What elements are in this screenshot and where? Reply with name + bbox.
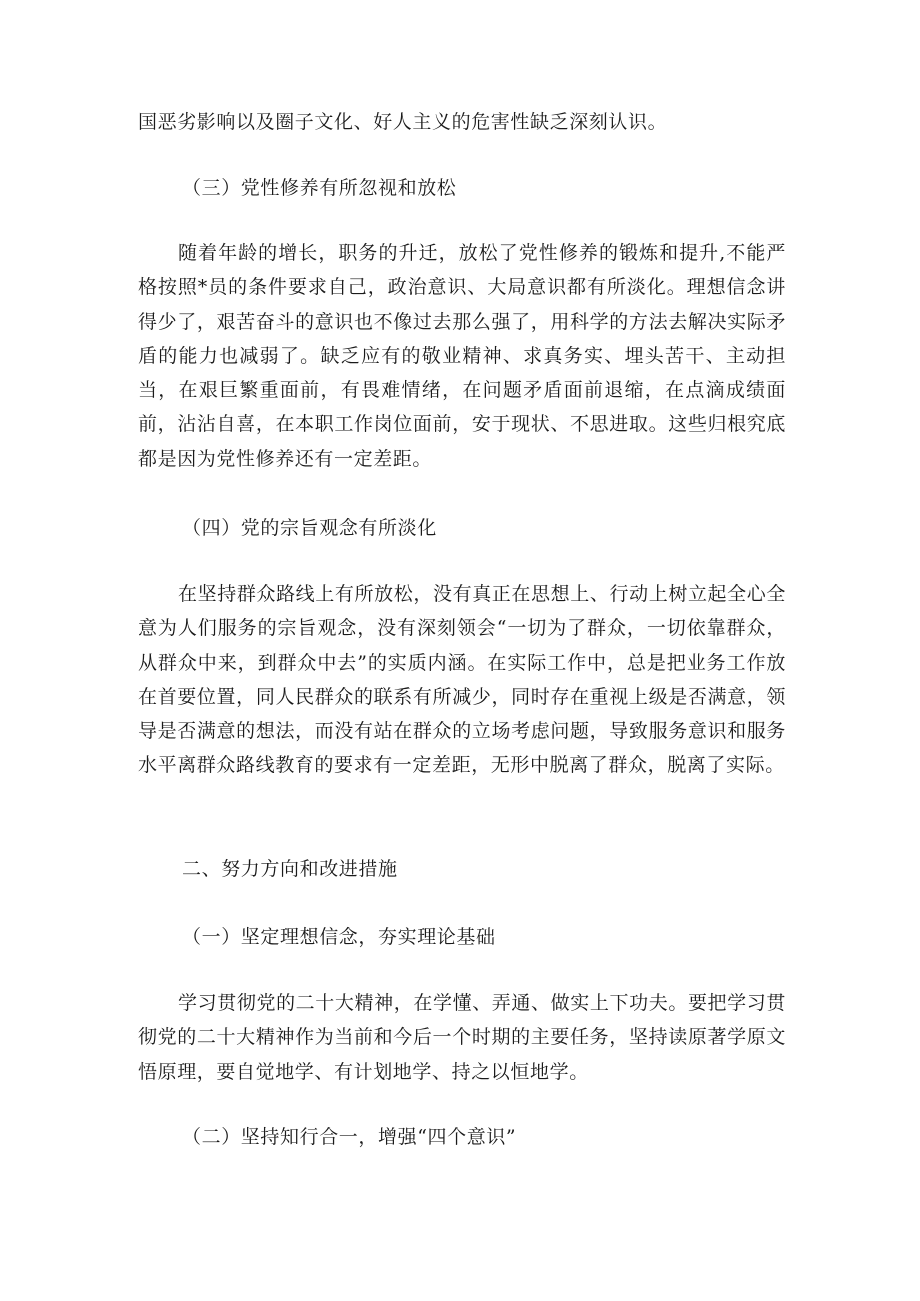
subsection-heading-1: （一）坚定理想信念，夯实理论基础: [182, 926, 496, 948]
section-heading-3: （三）党性修养有所忽视和放松: [182, 177, 457, 199]
subsection-heading-2: （二）坚持知行合一，增强“四个意识”: [182, 1126, 517, 1148]
part-two-heading: 二、努力方向和改进措施: [182, 858, 398, 880]
subsection-paragraph-1: 学习贯彻党的二十大精神，在学懂、弄通、做实上下功夫。要把学习贯彻党的二十大精神作为当前和今后一个时期的主要任务，坚持读原著学原文悟原理，要自觉地学、有计划地学、持之以恒地学。: [138, 992, 786, 1083]
section-heading-4: （四）党的宗旨观念有所淡化: [182, 517, 437, 539]
continuation-line: 国恶劣影响以及圈子文化、好人主义的危害性缺乏深刻认识。: [138, 111, 668, 133]
section-paragraph-3: 随着年龄的增长，职务的升迁，放松了党性修养的锻炼和提升,不能严格按照*员的条件要求自己，政治意识、大局意识都有所淡化。理想信念讲得少了，艰苦奋斗的意识也不像过去那么强了，用科学的方法去解决实际矛盾的能力也减弱了。缺乏应有的敬业精神、求真务实、埋头苦干、主动担当，在艰巨繁重面前，有畏难情绪，在问题矛盾面前退缩，在点滴成绩面前，沾沾自喜，在本职工作岗位面前，安于现状、不思进取。这些归根究底都是因为党性修养还有一定差距。: [138, 242, 786, 470]
section-paragraph-4: 在坚持群众路线上有所放松，没有真正在思想上、行动上树立起全心全意为人们服务的宗旨观念，没有深刻领会“一切为了群众，一切依靠群众，从群众中来，到群众中去”的实质内涵。在实际工作中，总是把业务工作放在首要位置，同人民群众的联系有所减少，同时存在重视上级是否满意，领导是否满意的想法，而没有站在群众的立场考虑问题，导致服务意识和服务水平离群众路线教育的要求有一定差距，无形中脱离了群众，脱离了实际。: [138, 583, 786, 777]
